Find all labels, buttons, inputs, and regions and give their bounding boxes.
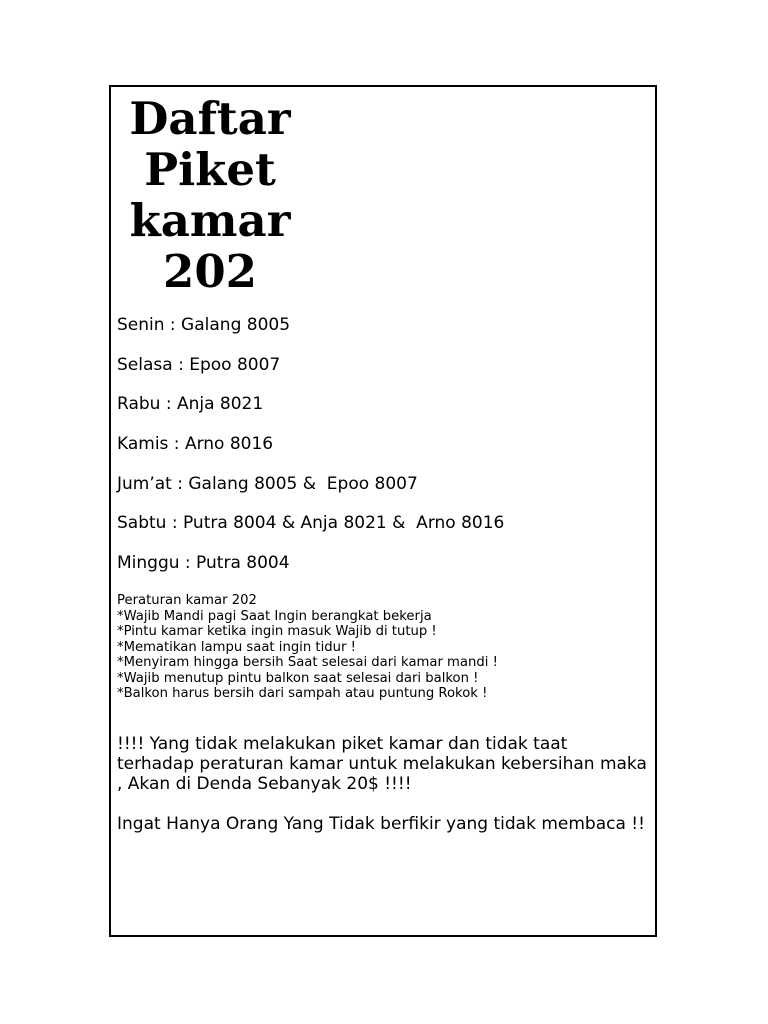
schedule-item-rabu: Rabu : Anja 8021 [117, 394, 264, 415]
rule-item: *Menyiram hingga bersih Saat selesai dari kamar mandi ! [117, 655, 498, 670]
schedule-item-kamis: Kamis : Arno 8016 [117, 434, 274, 455]
page-title [125, 93, 295, 297]
title-line: 202 [163, 245, 257, 298]
title-line: Daftar [129, 92, 291, 145]
schedule-item-minggu: Minggu : Putra 8004 [117, 553, 290, 574]
rule-item: *Mematikan lampu saat ingin tidur ! [117, 639, 356, 655]
title-line: kamar [129, 194, 291, 247]
rules-heading: Peraturan kamar 202 [117, 593, 257, 608]
room-rules [117, 593, 498, 702]
duty-schedule [117, 315, 504, 593]
schedule-item-sabtu: Sabtu : Putra 8004 & Anja 8021 & Arno 8016 [117, 513, 505, 534]
schedule-item-senin: Senin : Galang 8005 [117, 315, 291, 335]
rule-item: *Wajib Mandi pagi Saat Ingin berangkat bekerja [117, 608, 432, 624]
rule-item: *Pintu kamar ketika ingin masuk Wajib di tutup ! [117, 624, 437, 639]
schedule-item-selasa: Selasa : Epoo 8007 [117, 354, 281, 375]
rule-item: *Wajib menutup pintu balkon saat selesai dari balkon ! [117, 670, 479, 686]
title-line: Piket [144, 143, 276, 196]
document-page [109, 85, 657, 937]
schedule-item-jumat: Jum’at : Galang 8005 & Epoo 8007 [117, 473, 418, 494]
reminder-note: Ingat Hanya Orang Yang Tidak berfikir yang tidak membaca !! [117, 814, 645, 834]
rule-item: *Balkon harus bersih dari sampah atau puntung Rokok ! [117, 686, 488, 701]
fine-warning: !!!! Yang tidak melakukan piket kamar dan tidak taat terhadap peraturan kamar untuk melakukan kebersihan maka , Akan di Denda Sebanyak 20$ !!!! [117, 734, 647, 794]
